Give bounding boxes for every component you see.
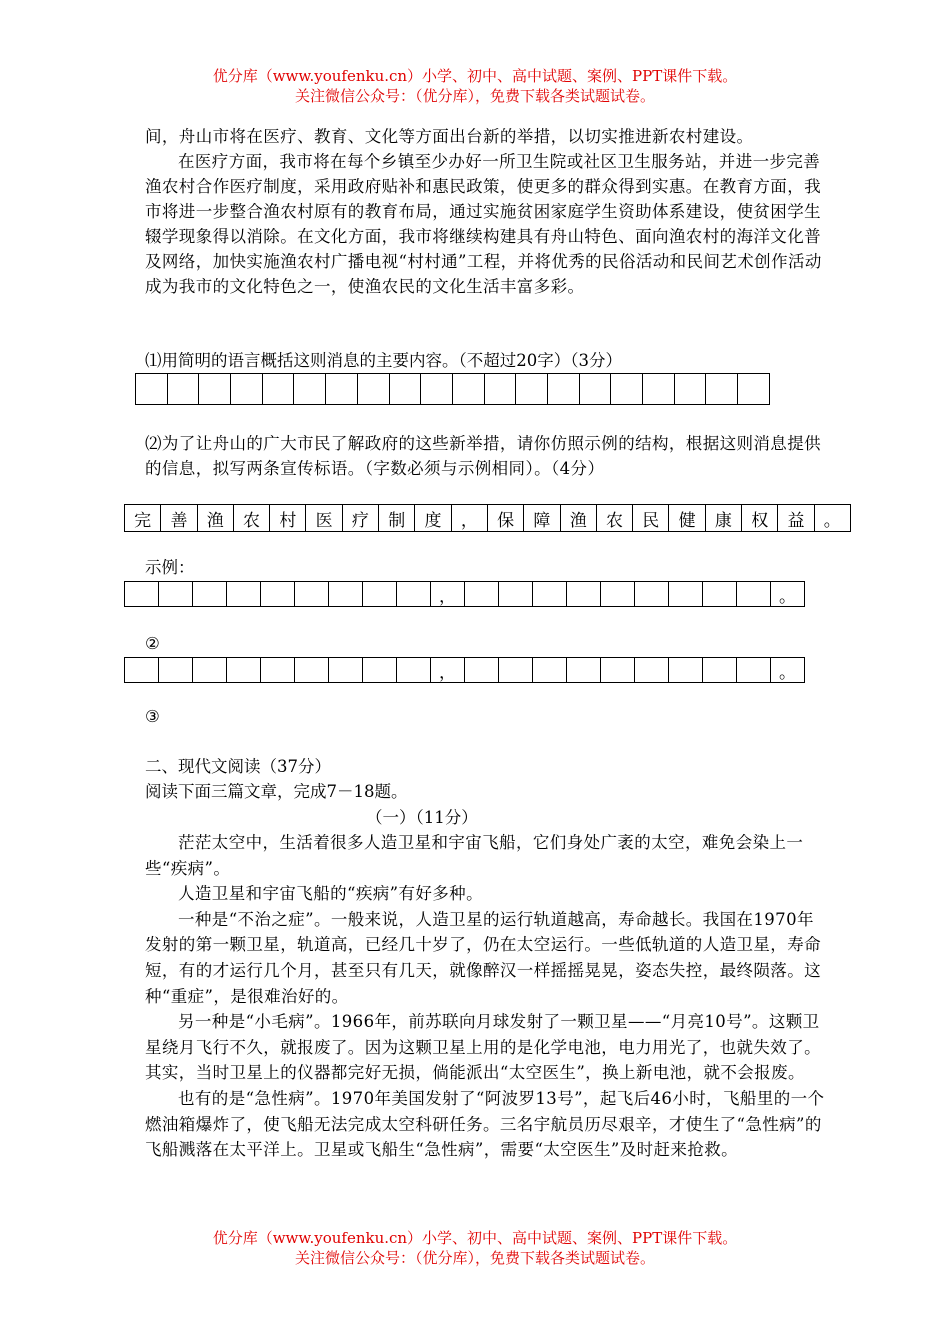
- example-cell: 村: [270, 504, 306, 532]
- news-body: 在医疗方面，我市将在每个乡镇至少办好一所卫生院或社区卫生服务站，并进一步完善渔农村合作医疗制度，采用政府贴补和惠民政策，使更多的群众得到实惠。在教育方面，我市将进一步整合渔农村原有的教育布局，通过实施贫困家庭学生资助体系建设，使贫困学生辍学现象得以消除。在文化方面，我市将继续构建具有舟山特色、面向渔农村的海洋文化普及网络，加快实施渔农村广播电视“村村通”工程，并将优秀的民俗活动和民间艺术创作活动成为我市的文化特色之一，使渔农民的文化生活丰富多彩。: [145, 152, 822, 296]
- answer-cell[interactable]: [499, 657, 533, 683]
- answer-cell[interactable]: [168, 373, 200, 405]
- answer-cell[interactable]: [453, 373, 485, 405]
- question-2: ⑵为了让舟山的广大市民了解政府的这些新举措，请你仿照示例的结构，根据这则消息提供的信息，拟写两条宣传标语。（字数必须与示例相同）。（4分）: [145, 434, 821, 478]
- answer-cell[interactable]: [397, 581, 431, 607]
- answer-cell[interactable]: [329, 581, 363, 607]
- answer-cell[interactable]: ，: [431, 581, 465, 607]
- answer-cell[interactable]: [363, 581, 397, 607]
- example-cell: 健: [669, 504, 705, 532]
- example-cell: 度: [415, 504, 451, 532]
- answer-cell[interactable]: [125, 657, 159, 683]
- answer-cell[interactable]: [601, 657, 635, 683]
- answer-cell[interactable]: [261, 581, 295, 607]
- news-continuation: 间，舟山市将在医疗、教育、文化等方面出台新的举措，以切实推进新农村建设。: [145, 127, 754, 146]
- header-watermark-line2: 关注微信公众号：（优分库），免费下载各类试题试卷。: [294, 87, 655, 105]
- answer-cell[interactable]: [363, 657, 397, 683]
- answer-cell[interactable]: [516, 373, 548, 405]
- question-1: ⑴用简明的语言概括这则消息的主要内容。（不超过20字）（3分）: [145, 351, 622, 370]
- example-cell: 渔: [561, 504, 597, 532]
- header-watermark-line1: 优分库（www.youfenku.cn）小学、初中、高中试题、案例、PPT课件下载。: [212, 67, 738, 85]
- article-paragraph: 也有的是“急性病”。1970年美国发射了“阿波罗13号”，起飞后46小时，飞船里的一个燃油箱爆炸了，使飞船无法完成太空科研任务。三名宇航员历尽艰辛，才使生了“急性病”的飞船溅落在太平洋上。卫星或飞船生“急性病”，需要“太空医生”及时赶来抢救。: [145, 1088, 825, 1160]
- answer-cell[interactable]: [580, 373, 612, 405]
- answer-cell[interactable]: ，: [431, 657, 465, 683]
- answer-cell[interactable]: [295, 657, 329, 683]
- answer-cell[interactable]: [421, 373, 453, 405]
- example-cell: 制: [379, 504, 415, 532]
- article-paragraph: 茫茫太空中，生活着很多人造卫星和宇宙飞船，它们身处广袤的太空，难免会染上一些“疾病”。: [145, 833, 804, 878]
- answer-cell[interactable]: [397, 657, 431, 683]
- answer-grid-q1[interactable]: [135, 373, 770, 405]
- answer-cell[interactable]: [193, 581, 227, 607]
- answer-cell[interactable]: [227, 657, 261, 683]
- answer-cell[interactable]: [125, 581, 159, 607]
- answer-cell[interactable]: [358, 373, 390, 405]
- example-cell: 善: [161, 504, 197, 532]
- answer-cell[interactable]: [737, 657, 771, 683]
- article-paragraph: 另一种是“小毛病”。1966年，前苏联向月球发射了一颗卫星——“月亮10号”。这颗卫星绕月飞行不久，就报废了。因为这颗卫星上用的是化学电池，电力用光了，也就失效了。其实，当时卫星上的仪器都完好无损，倘能派出“太空医生”，换上新电池，就不会报废。: [145, 1012, 821, 1083]
- answer-grid-slogan-1[interactable]: [124, 581, 805, 607]
- answer-cell[interactable]: [675, 373, 707, 405]
- answer-label-2: ②: [145, 634, 160, 653]
- answer-cell[interactable]: [329, 657, 363, 683]
- answer-cell[interactable]: [294, 373, 326, 405]
- answer-cell[interactable]: [193, 657, 227, 683]
- example-cell: 完: [125, 504, 161, 532]
- article-1: [145, 830, 825, 1163]
- answer-cell[interactable]: [465, 581, 499, 607]
- part-1-title: （一）（11分）: [366, 808, 478, 827]
- example-cell: 。: [815, 504, 851, 532]
- news-passage: [145, 124, 825, 299]
- answer-cell[interactable]: [635, 657, 669, 683]
- answer-grid-slogan-2[interactable]: [124, 657, 805, 683]
- answer-cell[interactable]: [326, 373, 358, 405]
- answer-cell[interactable]: [136, 373, 168, 405]
- footer-watermark-line2: 关注微信公众号：（优分库），免费下载各类试题试卷。: [294, 1249, 655, 1267]
- answer-cell[interactable]: [703, 657, 737, 683]
- example-cell: 益: [778, 504, 814, 532]
- example-cell: 障: [524, 504, 560, 532]
- answer-cell[interactable]: [601, 581, 635, 607]
- example-cell: 农: [597, 504, 633, 532]
- example-label: 示例：: [145, 558, 195, 577]
- answer-cell[interactable]: [703, 581, 737, 607]
- answer-cell[interactable]: [611, 373, 643, 405]
- section-2-instruction: 阅读下面三篇文章，完成7－18题。: [145, 782, 408, 801]
- example-cell: 渔: [198, 504, 234, 532]
- example-cell: 康: [706, 504, 742, 532]
- example-cell: 疗: [343, 504, 379, 532]
- answer-cell[interactable]: [567, 657, 601, 683]
- example-cell: ，: [452, 504, 488, 532]
- answer-cell[interactable]: [567, 581, 601, 607]
- answer-cell[interactable]: [390, 373, 422, 405]
- answer-cell[interactable]: [533, 657, 567, 683]
- answer-cell[interactable]: [669, 581, 703, 607]
- answer-cell[interactable]: [738, 373, 770, 405]
- answer-cell[interactable]: [737, 581, 771, 607]
- article-paragraph: 人造卫星和宇宙飞船的“疾病”有好多种。: [178, 884, 483, 904]
- answer-cell[interactable]: [635, 581, 669, 607]
- answer-label-3: ③: [145, 707, 160, 726]
- example-cell: 农: [234, 504, 270, 532]
- section-2-title: 二、现代文阅读（37分）: [145, 757, 331, 776]
- example-slogan-grid: [124, 504, 851, 532]
- answer-cell[interactable]: 。: [771, 657, 805, 683]
- answer-cell[interactable]: [263, 373, 295, 405]
- answer-cell[interactable]: [199, 373, 231, 405]
- answer-cell[interactable]: [465, 657, 499, 683]
- example-cell: 医: [306, 504, 342, 532]
- answer-cell[interactable]: 。: [771, 581, 805, 607]
- answer-cell[interactable]: [533, 581, 567, 607]
- example-cell: 保: [488, 504, 524, 532]
- answer-cell[interactable]: [159, 657, 193, 683]
- answer-cell[interactable]: [669, 657, 703, 683]
- answer-cell[interactable]: [706, 373, 738, 405]
- answer-cell[interactable]: [295, 581, 329, 607]
- answer-cell[interactable]: [159, 581, 193, 607]
- answer-cell[interactable]: [548, 373, 580, 405]
- example-cell: 权: [742, 504, 778, 532]
- answer-cell[interactable]: [485, 373, 517, 405]
- answer-cell[interactable]: [227, 581, 261, 607]
- answer-cell[interactable]: [231, 373, 263, 405]
- answer-cell[interactable]: [643, 373, 675, 405]
- example-cell: 民: [633, 504, 669, 532]
- article-paragraph: 一种是“不治之症”。一般来说，人造卫星的运行轨道越高，寿命越长。我国在1970年发射的第一颗卫星，轨道高，已经几十岁了，仍在太空运行。一些低轨道的人造卫星，寿命短，有的才运行几个月，甚至只有几天，就像醉汉一样摇摇晃晃，姿态失控，最终陨落。这种“重症”，是很难治好的。: [145, 909, 821, 1006]
- answer-cell[interactable]: [499, 581, 533, 607]
- answer-cell[interactable]: [261, 657, 295, 683]
- footer-watermark-line1: 优分库（www.youfenku.cn）小学、初中、高中试题、案例、PPT课件下载。: [212, 1229, 738, 1247]
